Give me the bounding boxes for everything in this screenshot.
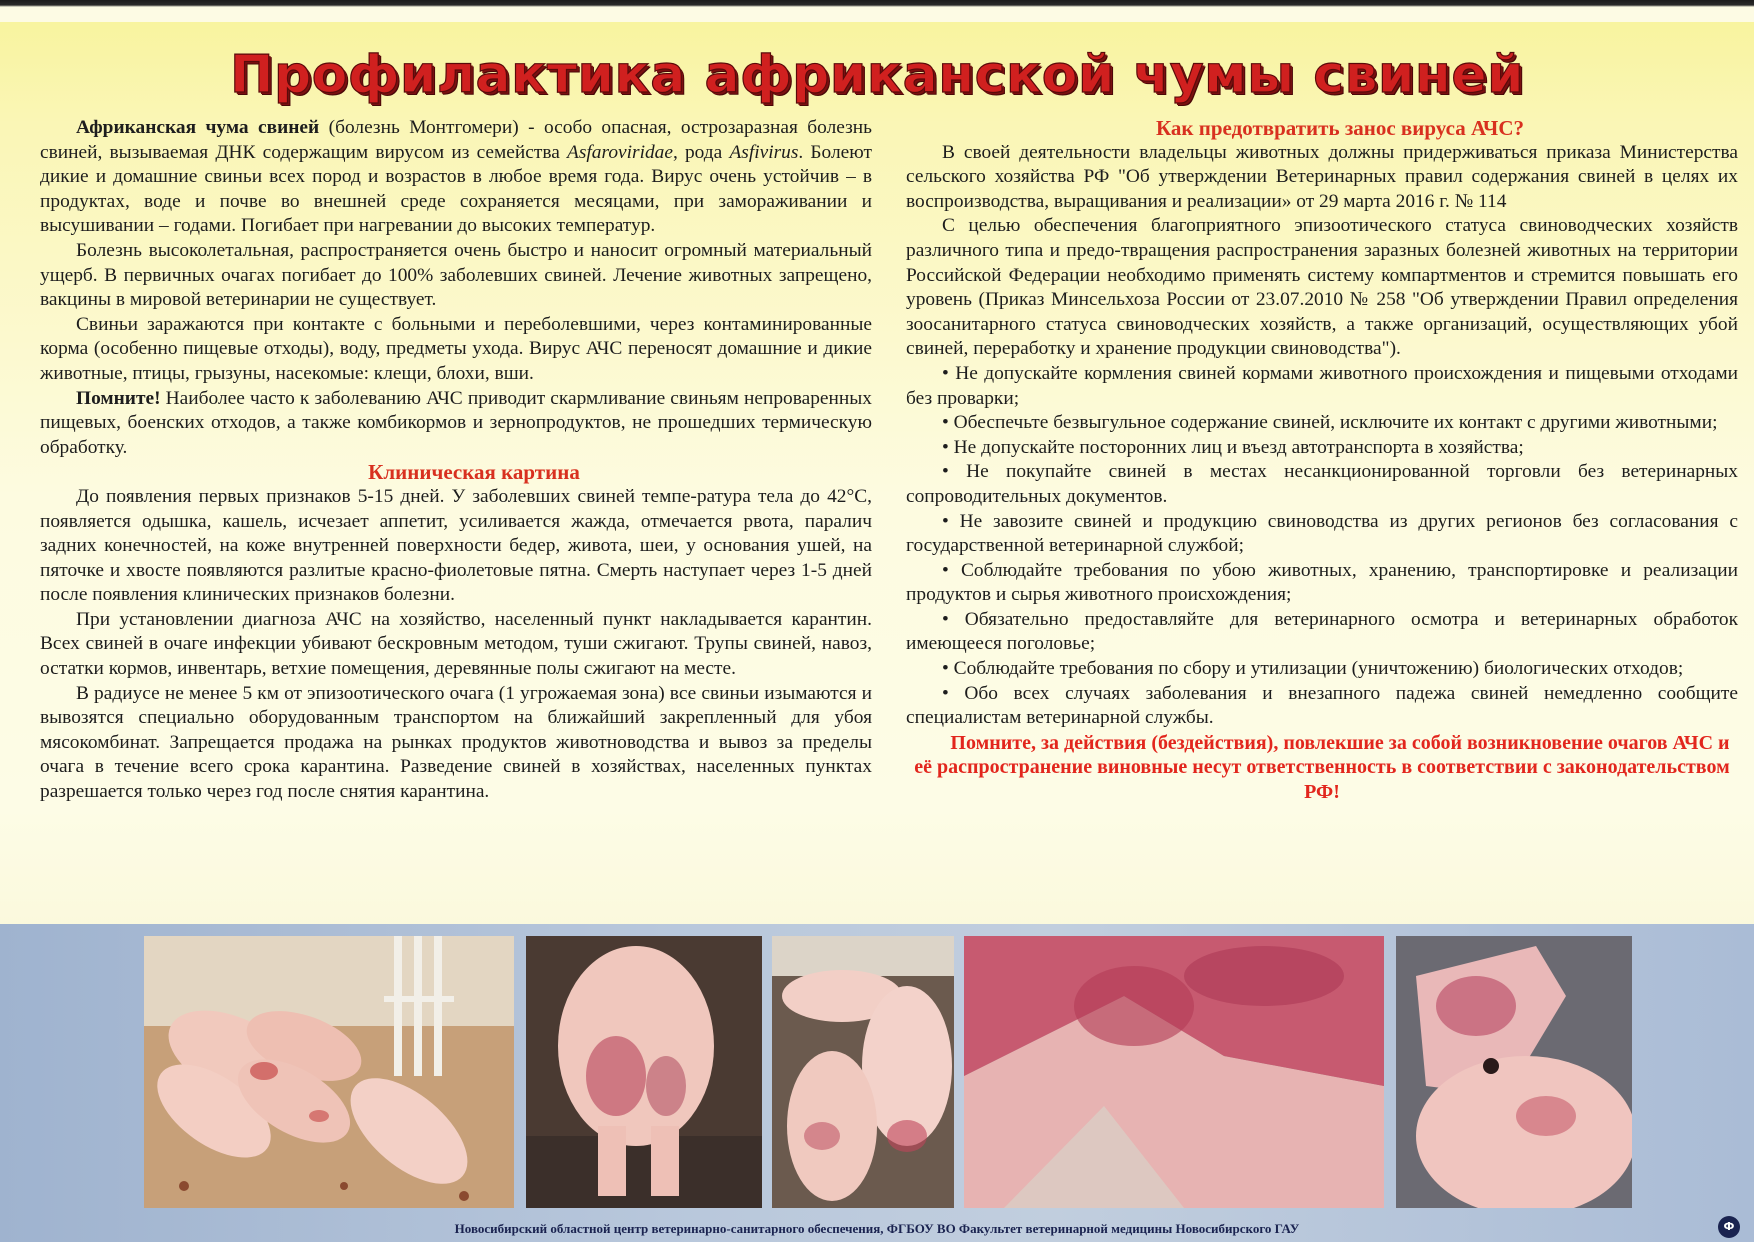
organization-logo: Ф bbox=[1718, 1216, 1740, 1238]
rule-item: • Не допускайте посторонних лиц и въезд автотранспорта в хозяйства; bbox=[942, 436, 1524, 458]
photo-skin-lesions bbox=[964, 936, 1384, 1208]
left-column bbox=[40, 116, 872, 805]
rule-item: • Соблюдайте требования по сбору и утилизации (уничтожению) биологических отходов; bbox=[942, 658, 1684, 680]
remember-paragraph: Помните! Наиболее часто к заболеванию АЧС приводит скармливание свиньям непроваренных пищевых, боенских отходов, а также комбикормов и зернопродуктов, не прошедших термическую обработку. bbox=[40, 387, 872, 458]
genus-name: Asfivirus bbox=[729, 141, 799, 163]
poster-title: Профилактика африканской чумы свиней bbox=[229, 45, 1525, 105]
infection-paragraph: Свиньи заражаются при контакте с больными и переболевшими, через контаминированные корма (особенно пищевые отходы), воду, предметы ухода. Вирус АЧС переносят домашние и дикие животные, птицы, грызуны, насекомые: клещи, блохи, вши. bbox=[40, 313, 872, 384]
rule-item: • Обязательно предоставляйте для ветеринарного осмотра и ветеринарных обработок имеющееся поголовье; bbox=[906, 608, 1738, 655]
remember-lead: Помните! bbox=[76, 387, 161, 409]
rule-item: • Обеспечьте безвыгульное содержание свиней, исключите их контакт с другими животными; bbox=[942, 412, 1718, 434]
right-column bbox=[906, 116, 1738, 805]
photo-pig-rear bbox=[526, 936, 762, 1208]
lethality-paragraph: Болезнь высоколетальная, распространяется очень быстро и наносит огромный материальный ущерб. В первичных очагах погибает до 100% заболевших свиней. Лечение животных запрещено, вакцины в мировой ветеринарии не существует. bbox=[40, 239, 872, 311]
photo-pigs-in-pen bbox=[144, 936, 514, 1208]
top-edge bbox=[0, 0, 1754, 22]
ministry-order-paragraph: В своей деятельности владельцы животных должны придерживаться приказа Министерства сельского хозяйства РФ "Об утверждении Ветеринарных правил содержания свиней в целях их воспроизводства, выращивания и реализации» от 29 марта 2016 г. № 114 bbox=[906, 141, 1738, 212]
intro-paragraph: Африканская чума свиней (болезнь Монтгомери) - особо опасная, острозаразная болезнь свиней, вызываемая ДНК содержащим вирусом из семейства Asfaroviridae, рода Asfivirus. Болеют дикие и домашние свиньи всех пород и возрастов в любое время года. Вирус очень устойчив – в продуктах, воде и почве во внешней среде сохраняется месяцами, при замораживании и высушивании – годами. Погибает при нагревании до высоких температур. bbox=[40, 117, 872, 237]
footer-credits: Новосибирский областной центр ветеринарно-санитарного обеспечения, ФГБОУ ВО Факультет ветеринарной медицины Новосибирского ГАУ bbox=[454, 1221, 1300, 1236]
rule-item: • Обо всех случаях заболевания и внезапного падежа свиней немедленно сообщите специалистам ветеринарной службы. bbox=[906, 682, 1738, 729]
liability-warning: Помните, за действия (бездействия), повлекшие за собой возникновение очагов АЧС и её распространение виновные несут ответственность в соответствии с законодательством РФ! bbox=[914, 731, 1730, 804]
photo-pigs-side bbox=[772, 936, 954, 1208]
intro-lead: Африканская чума свиней bbox=[76, 117, 320, 138]
rule-item: • Не покупайте свиней в местах несанкционированной торговли без ветеринарных сопроводительных документов. bbox=[906, 461, 1738, 507]
rule-item: • Не допускайте кормления свиней кормами животного происхождения и пищевыми отходами без проварки; bbox=[906, 362, 1738, 409]
prevention-heading: Как предотвратить занос вируса АЧС? bbox=[1155, 116, 1525, 140]
clinical-heading: Клиническая картина bbox=[368, 460, 580, 485]
symptoms-paragraph: До появления первых признаков 5-15 дней. У заболевших свиней темпе-ратура тела до 42°С, появляется одышка, кашель, исчезает аппетит, усиливается жажда, отмечается рвота, паралич задних конечностей, на коже внутренней поверхности бедер, живота, шеи, у основания ушей, на пяточке и хвосте появляются разлитые красно-фиолетовые пятна. Смерть наступает через 1-5 дней после появления клинических признаков болезни. bbox=[40, 485, 872, 606]
photo-ear-lesions bbox=[1396, 936, 1632, 1208]
zone-paragraph: В радиусе не менее 5 км от эпизоотического очага (1 угрожаемая зона) все свиньи изымаются и вывозятся специально оборудованным транспортом на ближайший закрепленный для убоя мясокомбинат. Запрещается продажа на рынках продуктов животноводства и вывоз за пределы очага в течение всего срока карантина. Разведение свиней в хозяйствах, населенных пунктах разрешается только через год после снятия карантина. bbox=[40, 682, 872, 803]
quarantine-paragraph: При установлении диагноза АЧС на хозяйство, населенный пункт накладывается карантин. Всех свиней в очаге инфекции убивают бескровным методом, туши сжигают. Трупы свиней, навоз, остатки кормов, инвентарь, ветхие помещения, деревянные полы сжигают на месте. bbox=[40, 608, 872, 680]
compartment-paragraph: С целью обеспечения благоприятного эпизоотического статуса свиноводческих хозяйств различного типа и предо-твращения распространения заразных болезней животных на территории Российской Федерации необходимо применять систему компартментов и стремится повышать его уровень (Приказ Минсельхоза России от 23.07.2010 № 258 "Об утверждении Правил определения зоосанитарного статуса свиноводческих хозяйств, а также организаций, осуществляющих убой свиней, переработку и хранение продукции свиноводства"). bbox=[906, 215, 1738, 360]
rule-item: • Соблюдайте требования по убою животных, хранению, транспортировке и реализации продуктов и сырья животного происхождения; bbox=[906, 559, 1738, 606]
family-name: Asfaroviridae bbox=[567, 141, 673, 163]
rule-item: • Не завозите свиней и продукцию свиноводства из других регионов без согласования с государственной ветеринарной службой; bbox=[906, 510, 1738, 557]
